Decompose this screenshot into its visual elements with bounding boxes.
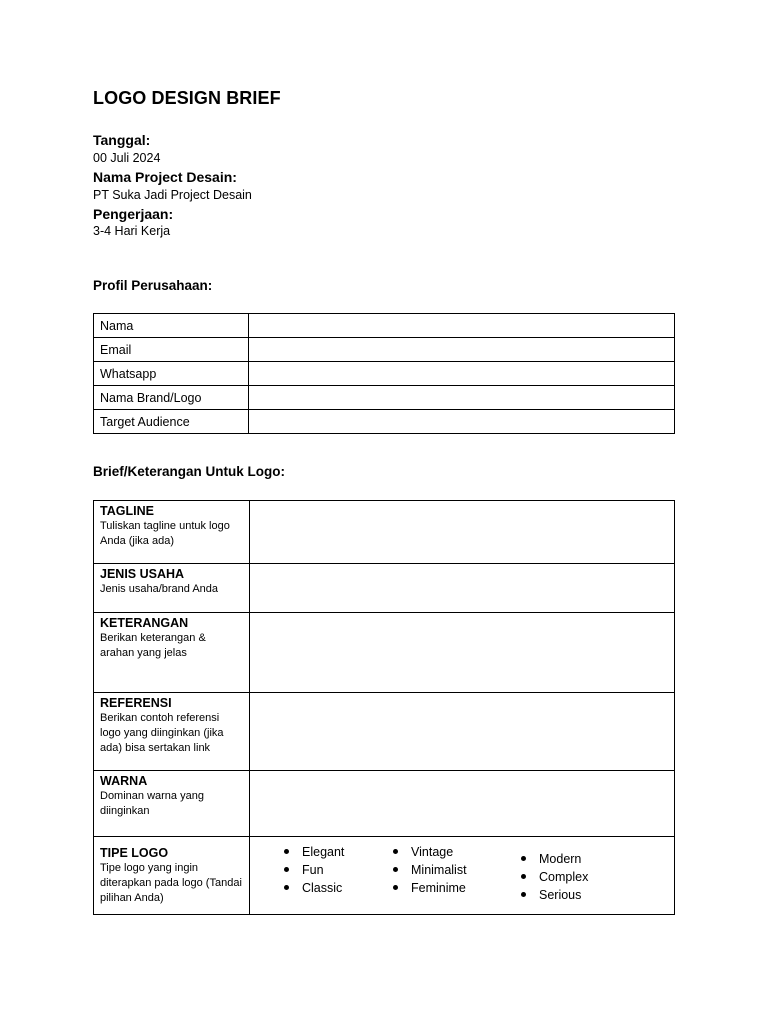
brief-table <box>93 500 675 915</box>
logo-type-options <box>250 837 675 915</box>
date-label: Tanggal: <box>93 132 151 148</box>
table-row <box>94 338 675 362</box>
document-title: LOGO DESIGN BRIEF <box>93 88 281 108</box>
brief-key-desc: Tipe logo yang ingin diterapkan pada logo (Tandai pilihan Anda) <box>100 862 242 904</box>
profile-key-name: Nama <box>94 314 249 338</box>
brief-key-desc: Jenis usaha/brand Anda <box>100 583 219 595</box>
brief-key-title: JENIS USAHA <box>100 567 185 581</box>
table-row <box>94 386 675 410</box>
profile-key-email: Email <box>94 338 249 362</box>
table-row <box>94 771 675 837</box>
brief-key-title: WARNA <box>100 774 148 788</box>
logo-option-minimalist[interactable]: Minimalist <box>387 861 467 879</box>
project-name-value: PT Suka Jadi Project Desain <box>93 188 252 202</box>
brief-input-color[interactable] <box>250 771 675 837</box>
brief-key-color <box>94 771 250 837</box>
brief-key-business <box>94 564 250 613</box>
profile-key-audience: Target Audience <box>94 410 249 434</box>
profile-input-audience[interactable] <box>249 410 675 434</box>
table-row <box>94 501 675 564</box>
brief-key-title: TAGLINE <box>100 504 154 518</box>
logo-type-options-col3 <box>515 850 588 904</box>
brief-key-desc: Tuliskan tagline untuk logo Anda (jika ada) <box>100 520 230 547</box>
table-row <box>94 362 675 386</box>
logo-option-feminime[interactable]: Feminime <box>387 879 467 897</box>
duration-label: Pengerjaan: <box>93 206 174 222</box>
brief-key-description <box>94 613 250 693</box>
profile-input-email[interactable] <box>249 338 675 362</box>
brief-heading: Brief/Keterangan Untuk Logo: <box>93 464 286 479</box>
profile-key-brand: Nama Brand/Logo <box>94 386 249 410</box>
table-row <box>94 564 675 613</box>
brief-input-reference[interactable] <box>250 693 675 771</box>
profile-key-whatsapp: Whatsapp <box>94 362 249 386</box>
logo-type-options-col1 <box>278 843 344 897</box>
table-row <box>94 837 675 915</box>
profile-table <box>93 313 675 434</box>
brief-key-desc: Berikan contoh referensi logo yang diinginkan (jika ada) bisa sertakan link <box>100 712 224 754</box>
duration-value: 3-4 Hari Kerja <box>93 224 171 238</box>
table-row <box>94 314 675 338</box>
logo-option-classic[interactable]: Classic <box>278 879 344 897</box>
logo-option-modern[interactable]: Modern <box>515 850 588 868</box>
brief-input-tagline[interactable] <box>250 501 675 564</box>
brief-input-description[interactable] <box>250 613 675 693</box>
brief-key-reference <box>94 693 250 771</box>
brief-input-business[interactable] <box>250 564 675 613</box>
brief-key-desc: Berikan keterangan & arahan yang jelas <box>100 632 206 659</box>
table-row <box>94 410 675 434</box>
profile-input-whatsapp[interactable] <box>249 362 675 386</box>
logo-option-fun[interactable]: Fun <box>278 861 344 879</box>
table-row <box>94 693 675 771</box>
brief-key-tagline <box>94 501 250 564</box>
profile-input-brand[interactable] <box>249 386 675 410</box>
logo-option-serious[interactable]: Serious <box>515 886 588 904</box>
brief-key-title: KETERANGAN <box>100 616 189 630</box>
logo-option-elegant[interactable]: Elegant <box>278 843 344 861</box>
brief-key-title: TIPE LOGO <box>100 846 169 860</box>
logo-type-options-col2 <box>387 843 467 897</box>
brief-key-title: REFERENSI <box>100 696 172 710</box>
table-row <box>94 613 675 693</box>
brief-key-logo-type <box>94 837 250 915</box>
project-name-label: Nama Project Desain: <box>93 169 237 185</box>
brief-key-desc: Dominan warna yang diinginkan <box>100 790 204 817</box>
profile-heading: Profil Perusahaan: <box>93 278 213 293</box>
date-value: 00 Juli 2024 <box>93 151 161 165</box>
logo-option-complex[interactable]: Complex <box>515 868 588 886</box>
logo-option-vintage[interactable]: Vintage <box>387 843 467 861</box>
profile-input-name[interactable] <box>249 314 675 338</box>
